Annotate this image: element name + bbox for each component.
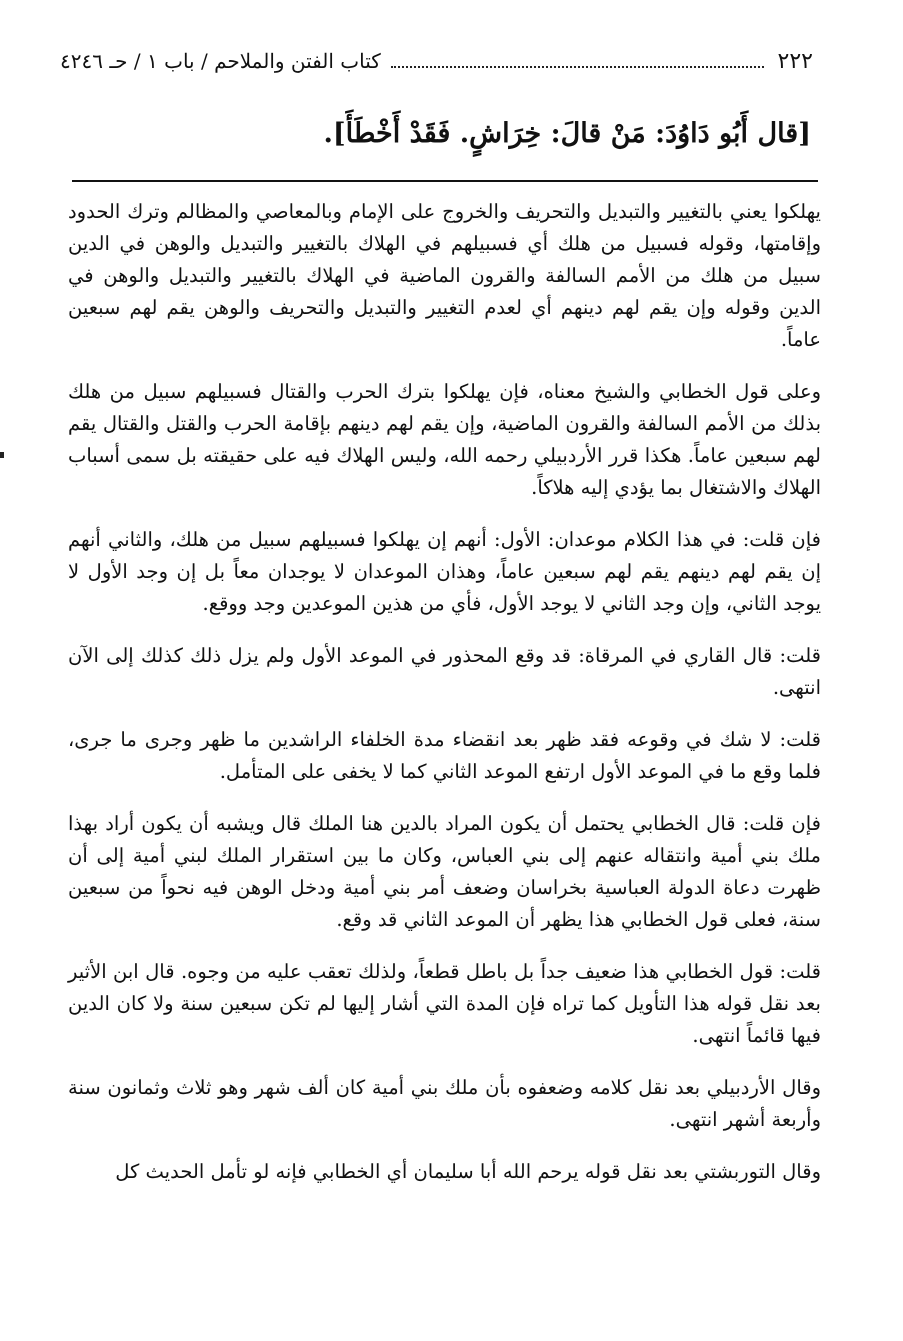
page-number: ٢٢٢ <box>777 48 813 74</box>
commentary-body <box>68 196 821 1208</box>
hadith-quote: [قال أَبُو دَاوُدَ: مَنْ قالَ: خِرَاشٍ. فَقَدْ أَخْطَأَ]. <box>323 118 811 149</box>
paragraph: وعلى قول الخطابي والشيخ معناه، فإن يهلكوا بترك الحرب والقتال فسبيلهم سبيل من هلك بذلك من الأمم السالفة والقرون الماضية، وإن يقم لهم دينهم بإقامة الحرب والقتل والقتال يقم لهم سبعين عاماً. هكذا قرر الأردبيلي رحمه الله، وليس الهلاك فيه على حقيقته بل سمى أسباب الهلاك والاشتغال بما يؤدي إليه هلاكاً. <box>68 380 821 499</box>
header-leader-dots <box>391 54 764 68</box>
running-title: كتاب الفتن والملاحم / باب ١ / حـ ٤٢٤٦ <box>60 49 381 73</box>
footnote-divider <box>72 180 818 182</box>
paragraph: وقال التوربشتي بعد نقل قوله يرحم الله أبا سليمان أي الخطابي فإنه لو تأمل الحديث كل <box>115 1160 821 1183</box>
margin-mark <box>0 452 4 458</box>
paragraph: يهلكوا يعني بالتغيير والتبديل والتحريف والخروج على الإمام وبالمعاصي والمظالم وترك الحدود وإقامتها، وقوله فسبيل من هلك أي فسبيلهم في الهلاك بالتغيير والتبديل والوهن في الدين سبيل من هلك من الأمم السالفة والقرون الماضية في الهلاك بالتغيير والتبديل والوهن في الدين وقوله وإن يقم لهم دينهم أي لعدم التغيير والتبديل والتحريف والوهن يقم لهم سبعين عاماً. <box>68 200 821 351</box>
paragraph: قلت: قول الخطابي هذا ضعيف جداً بل باطل قطعاً، ولذلك تعقب عليه من وجوه. قال ابن الأثير بعد نقل قوله هذا التأويل كما تراه فإن المدة التي أشار إليها لم تكن سبعين سنة ولا كان الدين فيها قائماً انتهى. <box>68 960 821 1047</box>
paragraph: قلت: قال القاري في المرقاة: قد وقع المحذور في الموعد الأول ولم يزل ذلك كذلك إلى الآن انتهى. <box>68 644 821 699</box>
page-header <box>60 44 813 78</box>
paragraph: قلت: لا شك في وقوعه فقد ظهر بعد انقضاء مدة الخلفاء الراشدين ما ظهر وجرى ما جرى، فلما وقع ما في الموعد الأول ارتفع الموعد الثاني كما لا يخفى على المتأمل. <box>68 728 821 783</box>
paragraph: فإن قلت: قال الخطابي يحتمل أن يكون المراد بالدين هنا الملك قال ويشبه أن يكون أراد بهذا ملك بني أمية وانتقاله عنهم إلى بني العباس، وكان ما بين استقرار الملك لبني أمية إلى أن ظهرت دعاة الدولة العباسية بخراسان وضعف أمر بني أمية ودخل الوهن فيه نحواً من سبعين سنة، فعلى قول الخطابي هذا يظهر أن الموعد الثاني قد وقع. <box>68 812 821 931</box>
paragraph: وقال الأردبيلي بعد نقل كلامه وضعفوه بأن ملك بني أمية كان ألف شهر وهو ثلاث وثمانون سنة وأربعة أشهر انتهى. <box>68 1076 821 1131</box>
paragraph: فإن قلت: في هذا الكلام موعدان: الأول: أنهم إن يهلكوا فسبيلهم سبيل من هلك، والثاني أنهم إن يقم لهم دينهم يقم لهم سبعين عاماً، وهذان الموعدان لا يوجدان معاً بل إن وجد الأول لا يوجد الثاني، وإن وجد الثاني لا يوجد الأول، فأي من هذين الموعدين وجد ووقع. <box>68 528 821 615</box>
